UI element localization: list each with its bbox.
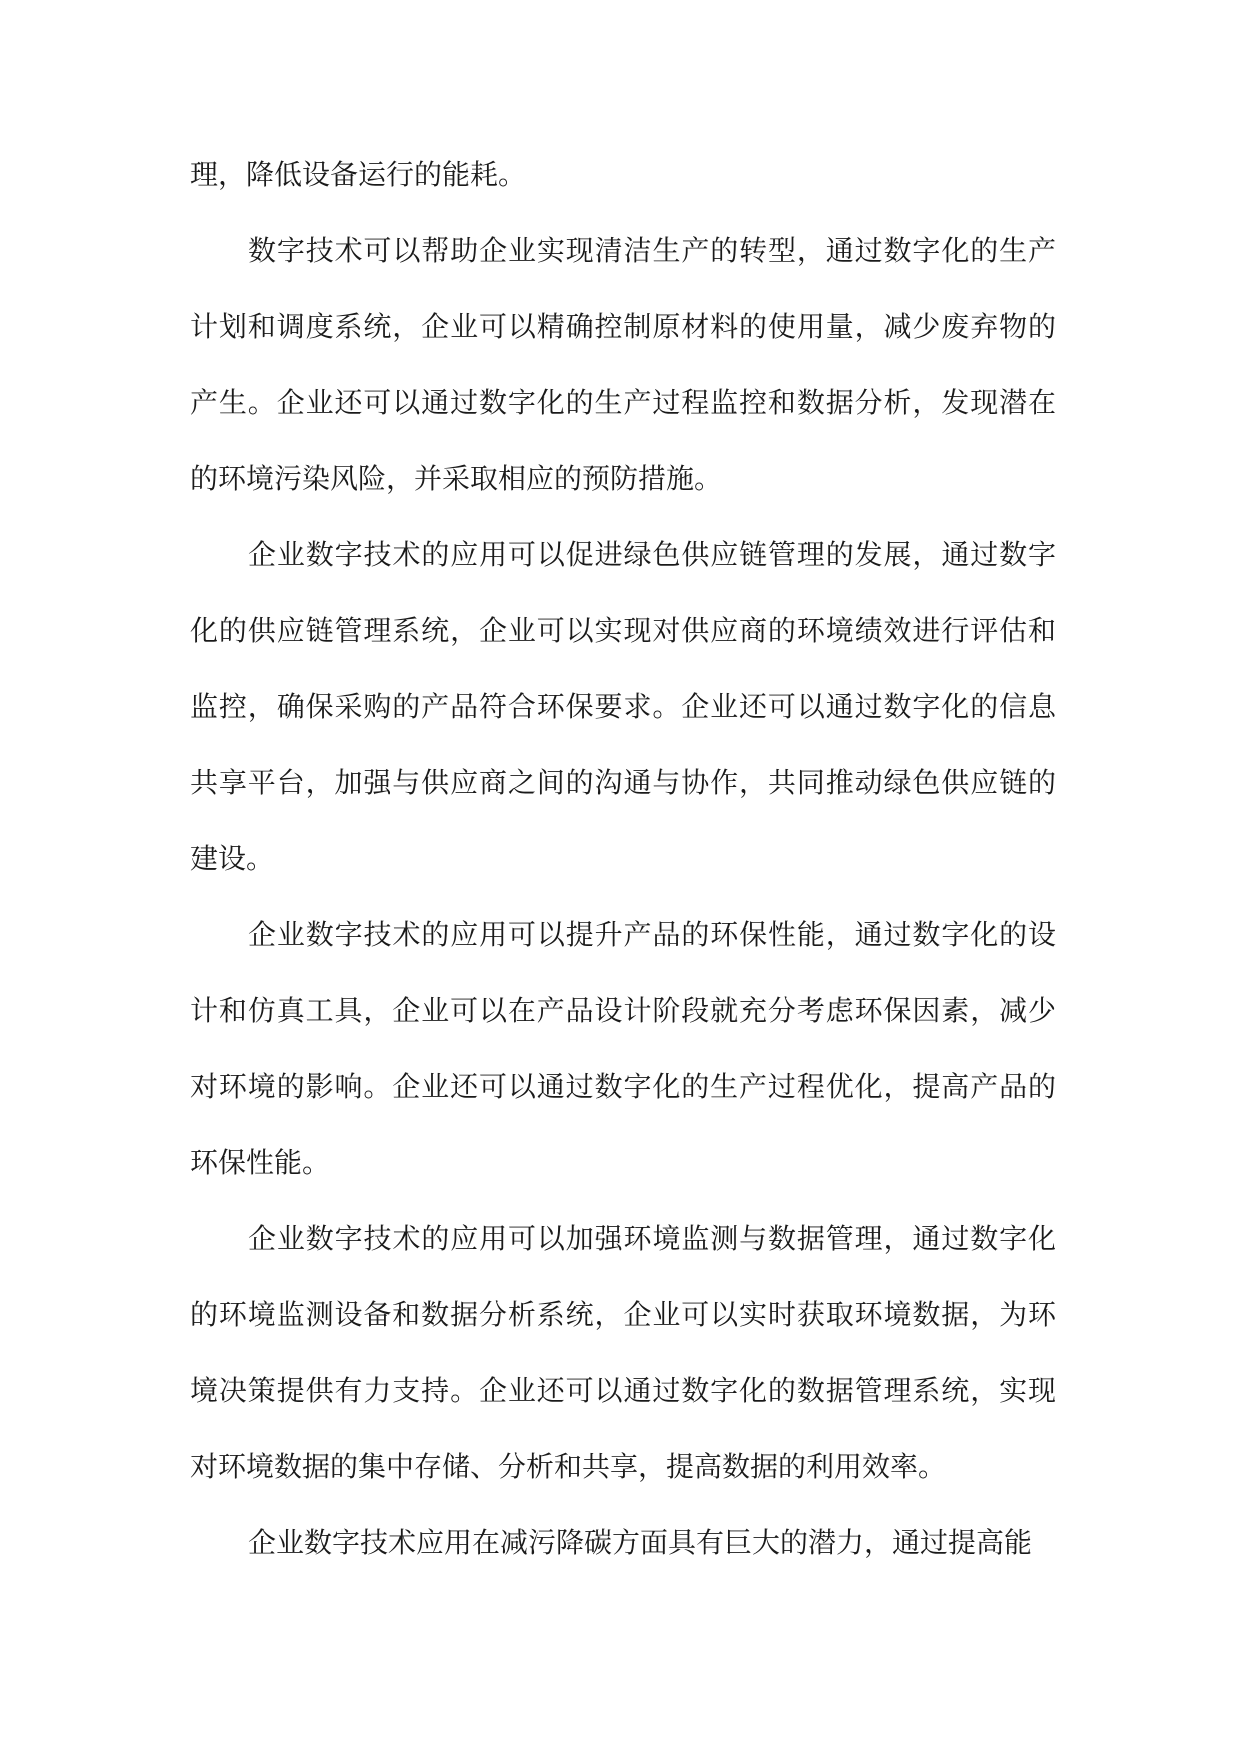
paragraph-green-supply-chain: 企业数字技术的应用可以促进绿色供应链管理的发展，通过数字化的供应链管理系统，企业可以实现对供应商的环境绩效进行评估和监控，确保采购的产品符合环保要求。企业还可以通过数字化的信息共享平台，加强与供应商之间的沟通与协作，共同推动绿色供应链的建设。 — [190, 538, 1056, 875]
paragraph-clean-production: 数字技术可以帮助企业实现清洁生产的转型，通过数字化的生产计划和调度系统，企业可以精确控制原材料的使用量，减少废弃物的产生。企业还可以通过数字化的生产过程监控和数据分析，发现潜在的环境污染风险，并采取相应的预防措施。 — [190, 234, 1056, 495]
paragraph-environment-monitoring: 企业数字技术的应用可以加强环境监测与数据管理，通过数字化的环境监测设备和数据分析系统，企业可以实时获取环境数据，为环境决策提供有力支持。企业还可以通过数字化的数据管理系统，实现对环境数据的集中存储、分析和共享，提高数据的利用效率。 — [190, 1222, 1056, 1483]
paragraph-continuation: 理，降低设备运行的能耗。 — [190, 158, 527, 191]
paragraph-pollution-carbon-reduction: 企业数字技术应用在减污降碳方面具有巨大的潜力，通过提高能 — [248, 1526, 1033, 1559]
paragraph-product-eco-performance: 企业数字技术的应用可以提升产品的环保性能，通过数字化的设计和仿真工具，企业可以在产品设计阶段就充分考虑环保因素，减少对环境的影响。企业还可以通过数字化的生产过程优化，提高产品的环保性能。 — [190, 918, 1056, 1179]
body-text — [190, 137, 1056, 1581]
